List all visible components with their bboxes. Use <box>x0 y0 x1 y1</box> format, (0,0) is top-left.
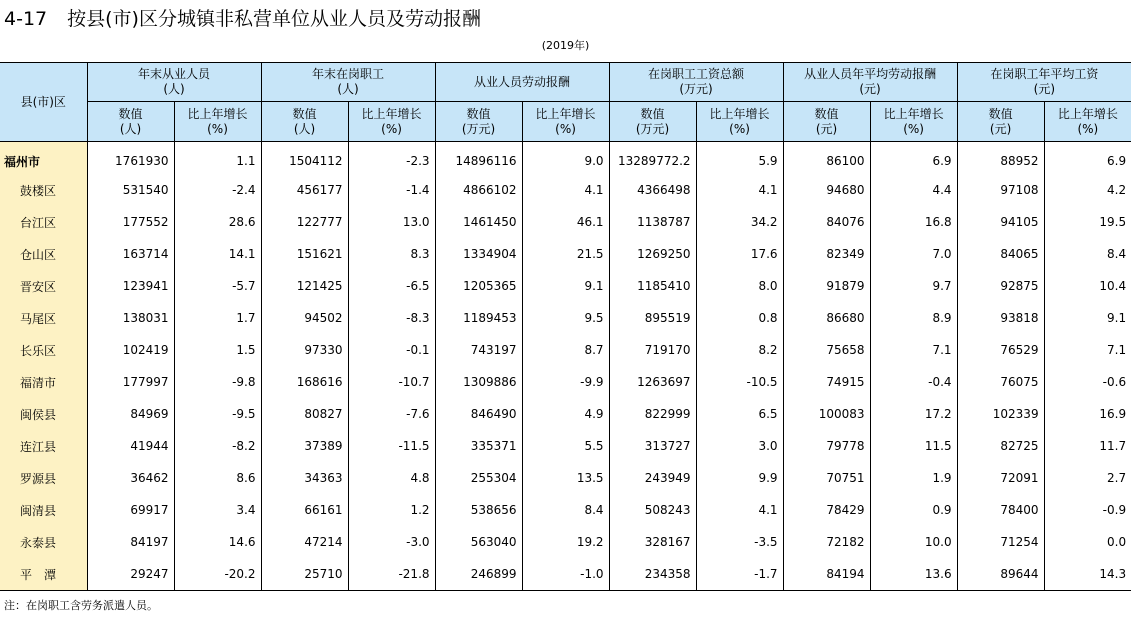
group-title: 年末从业人员 <box>138 67 211 81</box>
value-cell: 69917 <box>87 494 174 526</box>
sub-header-label: 数值 <box>466 106 491 121</box>
growth-cell: -1.7 <box>696 558 783 591</box>
group-title: 在岗职工年平均工资 <box>990 67 1099 81</box>
table-row <box>0 206 1131 238</box>
growth-cell: 0.0 <box>1044 526 1131 558</box>
value-cell: 822999 <box>609 398 696 430</box>
growth-cell: 7.1 <box>1044 334 1131 366</box>
value-cell: 94680 <box>783 174 870 206</box>
region-name: 连江县 <box>0 430 87 462</box>
table-row <box>0 430 1131 462</box>
sub-header-label: 数值 <box>118 106 143 121</box>
growth-cell: 21.5 <box>522 238 609 270</box>
value-cell: 163714 <box>87 238 174 270</box>
value-cell: 97108 <box>957 174 1044 206</box>
value-cell: 14896116 <box>435 142 522 175</box>
growth-cell: -7.6 <box>348 398 435 430</box>
value-cell: 66161 <box>261 494 348 526</box>
value-cell: 846490 <box>435 398 522 430</box>
growth-cell: 9.0 <box>522 142 609 175</box>
growth-cell: 1.7 <box>174 302 261 334</box>
growth-cell: 0.8 <box>696 302 783 334</box>
footnote: 注：在岗职工含劳务派遣人员。 <box>4 599 158 612</box>
sub-header-unit: (%) <box>729 121 750 136</box>
sub-header-unit: (%) <box>555 121 576 136</box>
value-cell: 151621 <box>261 238 348 270</box>
growth-cell: 4.4 <box>870 174 957 206</box>
sub-header <box>1044 102 1131 142</box>
sub-header-label: 比上年增长 <box>187 106 248 121</box>
region-name: 平 潭 <box>0 558 87 591</box>
value-cell: 93818 <box>957 302 1044 334</box>
growth-cell: 6.9 <box>1044 142 1131 175</box>
growth-cell: 8.0 <box>696 270 783 302</box>
value-cell: 1263697 <box>609 366 696 398</box>
value-cell: 91879 <box>783 270 870 302</box>
sub-header-unit: (%) <box>903 121 924 136</box>
group-header <box>435 63 609 102</box>
sub-header-label: 比上年增长 <box>535 106 596 121</box>
growth-cell: -2.4 <box>174 174 261 206</box>
group-unit: (人) <box>337 82 359 96</box>
group-title: 从业人员年平均劳动报酬 <box>804 67 937 81</box>
growth-cell: 3.0 <box>696 430 783 462</box>
sub-header-unit: (人) <box>119 121 142 136</box>
region-name: 福州市 <box>0 142 87 175</box>
value-cell: 1504112 <box>261 142 348 175</box>
growth-cell: -11.5 <box>348 430 435 462</box>
growth-cell: 19.5 <box>1044 206 1131 238</box>
growth-cell: 8.2 <box>696 334 783 366</box>
value-cell: 313727 <box>609 430 696 462</box>
value-cell: 100083 <box>783 398 870 430</box>
table-row <box>0 270 1131 302</box>
growth-cell: 16.9 <box>1044 398 1131 430</box>
growth-cell: 4.8 <box>348 462 435 494</box>
value-cell: 92875 <box>957 270 1044 302</box>
sub-header-label: 比上年增长 <box>883 106 944 121</box>
sub-header-label: 比上年增长 <box>361 106 422 121</box>
growth-cell: 8.4 <box>1044 238 1131 270</box>
table-row <box>0 462 1131 494</box>
growth-cell: 3.4 <box>174 494 261 526</box>
group-title: 在岗职工工资总额 <box>648 67 745 81</box>
growth-cell: 17.6 <box>696 238 783 270</box>
value-cell: 75658 <box>783 334 870 366</box>
table-row <box>0 366 1131 398</box>
value-cell: 78400 <box>957 494 1044 526</box>
sub-header-label: 数值 <box>292 106 317 121</box>
value-cell: 86680 <box>783 302 870 334</box>
growth-cell: 4.1 <box>696 174 783 206</box>
growth-cell: 9.7 <box>870 270 957 302</box>
value-cell: 1185410 <box>609 270 696 302</box>
growth-cell: 7.0 <box>870 238 957 270</box>
growth-cell: 16.8 <box>870 206 957 238</box>
growth-cell: 13.6 <box>870 558 957 591</box>
year-subtitle: (2019年) <box>541 39 590 52</box>
growth-cell: -0.4 <box>870 366 957 398</box>
value-cell: 121425 <box>261 270 348 302</box>
growth-cell: 4.2 <box>1044 174 1131 206</box>
table-row <box>0 302 1131 334</box>
value-cell: 13289772.2 <box>609 142 696 175</box>
growth-cell: -10.7 <box>348 366 435 398</box>
sub-header <box>87 102 174 142</box>
value-cell: 94502 <box>261 302 348 334</box>
value-cell: 243949 <box>609 462 696 494</box>
table-title-text: 按县(市)区分城镇非私营单位从业人员及劳动报酬 <box>67 8 481 30</box>
table-number: 4-17 <box>4 8 48 30</box>
value-cell: 29247 <box>87 558 174 591</box>
growth-cell: 8.4 <box>522 494 609 526</box>
growth-cell: 6.5 <box>696 398 783 430</box>
growth-cell: 11.5 <box>870 430 957 462</box>
value-cell: 1309886 <box>435 366 522 398</box>
growth-cell: 10.4 <box>1044 270 1131 302</box>
value-cell: 4366498 <box>609 174 696 206</box>
sub-header <box>609 102 696 142</box>
growth-cell: 7.1 <box>870 334 957 366</box>
value-cell: 86100 <box>783 142 870 175</box>
group-header <box>87 63 261 102</box>
sub-header-label: 比上年增长 <box>1057 106 1118 121</box>
growth-cell: -0.9 <box>1044 494 1131 526</box>
value-cell: 84197 <box>87 526 174 558</box>
value-cell: 88952 <box>957 142 1044 175</box>
growth-cell: 8.7 <box>522 334 609 366</box>
value-cell: 246899 <box>435 558 522 591</box>
growth-cell: 5.9 <box>696 142 783 175</box>
value-cell: 538656 <box>435 494 522 526</box>
growth-cell: 28.6 <box>174 206 261 238</box>
group-header <box>609 63 783 102</box>
growth-cell: 2.7 <box>1044 462 1131 494</box>
value-cell: 76529 <box>957 334 1044 366</box>
sub-header-unit: (元) <box>815 121 838 136</box>
growth-cell: -20.2 <box>174 558 261 591</box>
value-cell: 1189453 <box>435 302 522 334</box>
growth-cell: 9.9 <box>696 462 783 494</box>
growth-cell: 13.0 <box>348 206 435 238</box>
region-name: 仓山区 <box>0 238 87 270</box>
table-body <box>0 142 1131 591</box>
group-header <box>261 63 435 102</box>
value-cell: 1461450 <box>435 206 522 238</box>
growth-cell: -1.4 <box>348 174 435 206</box>
value-cell: 123941 <box>87 270 174 302</box>
sub-header-unit: (万元) <box>461 121 496 136</box>
growth-cell: 10.0 <box>870 526 957 558</box>
value-cell: 531540 <box>87 174 174 206</box>
value-cell: 84194 <box>783 558 870 591</box>
value-cell: 102339 <box>957 398 1044 430</box>
region-name: 长乐区 <box>0 334 87 366</box>
value-cell: 177552 <box>87 206 174 238</box>
growth-cell: -1.0 <box>522 558 609 591</box>
value-cell: 78429 <box>783 494 870 526</box>
value-cell: 456177 <box>261 174 348 206</box>
sub-header <box>348 102 435 142</box>
value-cell: 563040 <box>435 526 522 558</box>
growth-cell: 0.9 <box>870 494 957 526</box>
value-cell: 76075 <box>957 366 1044 398</box>
value-cell: 34363 <box>261 462 348 494</box>
group-title: 从业人员劳动报酬 <box>474 74 571 89</box>
table-row <box>0 142 1131 175</box>
value-cell: 80827 <box>261 398 348 430</box>
sub-header-label: 比上年增长 <box>709 106 770 121</box>
group-header <box>957 63 1131 102</box>
value-cell: 177997 <box>87 366 174 398</box>
growth-cell: 8.6 <box>174 462 261 494</box>
region-name: 马尾区 <box>0 302 87 334</box>
value-cell: 1269250 <box>609 238 696 270</box>
sub-header-label: 数值 <box>988 106 1013 121</box>
growth-cell: -2.3 <box>348 142 435 175</box>
growth-cell: -9.8 <box>174 366 261 398</box>
sub-header <box>783 102 870 142</box>
growth-cell: 1.5 <box>174 334 261 366</box>
sub-header <box>870 102 957 142</box>
value-cell: 328167 <box>609 526 696 558</box>
growth-cell: -10.5 <box>696 366 783 398</box>
value-cell: 743197 <box>435 334 522 366</box>
growth-cell: -5.7 <box>174 270 261 302</box>
sub-header <box>261 102 348 142</box>
value-cell: 89644 <box>957 558 1044 591</box>
group-unit: (元) <box>1033 82 1056 96</box>
sub-header-unit: (万元) <box>635 121 670 136</box>
sub-header <box>957 102 1044 142</box>
value-cell: 122777 <box>261 206 348 238</box>
header-group-row <box>0 63 1131 102</box>
growth-cell: -3.5 <box>696 526 783 558</box>
value-cell: 895519 <box>609 302 696 334</box>
growth-cell: 4.9 <box>522 398 609 430</box>
growth-cell: -9.5 <box>174 398 261 430</box>
growth-cell: 11.7 <box>1044 430 1131 462</box>
value-cell: 84065 <box>957 238 1044 270</box>
region-name: 闽侯县 <box>0 398 87 430</box>
page-title <box>4 3 481 35</box>
region-name: 永泰县 <box>0 526 87 558</box>
group-unit: (元) <box>859 82 881 96</box>
value-cell: 1205365 <box>435 270 522 302</box>
table-row <box>0 238 1131 270</box>
value-cell: 71254 <box>957 526 1044 558</box>
value-cell: 82725 <box>957 430 1044 462</box>
table-row <box>0 526 1131 558</box>
value-cell: 37389 <box>261 430 348 462</box>
value-cell: 335371 <box>435 430 522 462</box>
growth-cell: 17.2 <box>870 398 957 430</box>
growth-cell: 46.1 <box>522 206 609 238</box>
sub-header-unit: (元) <box>989 121 1012 136</box>
table-row <box>0 558 1131 591</box>
table-row <box>0 334 1131 366</box>
growth-cell: 6.9 <box>870 142 957 175</box>
group-title: 年末在岗职工 <box>312 67 385 81</box>
value-cell: 94105 <box>957 206 1044 238</box>
value-cell: 1334904 <box>435 238 522 270</box>
value-cell: 102419 <box>87 334 174 366</box>
growth-cell: 1.9 <box>870 462 957 494</box>
sub-header-unit: (%) <box>207 121 228 136</box>
growth-cell: 1.2 <box>348 494 435 526</box>
value-cell: 41944 <box>87 430 174 462</box>
table-row <box>0 494 1131 526</box>
value-cell: 36462 <box>87 462 174 494</box>
growth-cell: -0.6 <box>1044 366 1131 398</box>
sub-header-unit: (人) <box>293 121 316 136</box>
value-cell: 234358 <box>609 558 696 591</box>
growth-cell: 14.6 <box>174 526 261 558</box>
growth-cell: 4.1 <box>696 494 783 526</box>
region-name: 闽清县 <box>0 494 87 526</box>
sub-header <box>435 102 522 142</box>
value-cell: 74915 <box>783 366 870 398</box>
value-cell: 25710 <box>261 558 348 591</box>
sub-header <box>696 102 783 142</box>
growth-cell: -6.5 <box>348 270 435 302</box>
growth-cell: -0.1 <box>348 334 435 366</box>
growth-cell: 4.1 <box>522 174 609 206</box>
group-unit: (人) <box>163 82 185 96</box>
growth-cell: 19.2 <box>522 526 609 558</box>
value-cell: 168616 <box>261 366 348 398</box>
value-cell: 138031 <box>87 302 174 334</box>
region-name: 鼓楼区 <box>0 174 87 206</box>
value-cell: 72091 <box>957 462 1044 494</box>
growth-cell: 13.5 <box>522 462 609 494</box>
table-row <box>0 398 1131 430</box>
growth-cell: 9.1 <box>1044 302 1131 334</box>
sub-header-unit: (%) <box>1077 121 1099 136</box>
growth-cell: 9.5 <box>522 302 609 334</box>
growth-cell: 14.1 <box>174 238 261 270</box>
value-cell: 72182 <box>783 526 870 558</box>
value-cell: 84969 <box>87 398 174 430</box>
statistics-table <box>0 62 1131 591</box>
value-cell: 79778 <box>783 430 870 462</box>
growth-cell: 34.2 <box>696 206 783 238</box>
growth-cell: 8.9 <box>870 302 957 334</box>
value-cell: 84076 <box>783 206 870 238</box>
value-cell: 1138787 <box>609 206 696 238</box>
sub-header <box>174 102 261 142</box>
growth-cell: 14.3 <box>1044 558 1131 591</box>
value-cell: 719170 <box>609 334 696 366</box>
sub-header-label: 数值 <box>814 106 839 121</box>
value-cell: 97330 <box>261 334 348 366</box>
growth-cell: -8.2 <box>174 430 261 462</box>
region-name: 福清市 <box>0 366 87 398</box>
region-name: 台江区 <box>0 206 87 238</box>
value-cell: 47214 <box>261 526 348 558</box>
value-cell: 4866102 <box>435 174 522 206</box>
table-row <box>0 174 1131 206</box>
growth-cell: -3.0 <box>348 526 435 558</box>
group-unit: (万元) <box>679 82 713 96</box>
value-cell: 70751 <box>783 462 870 494</box>
group-header <box>783 63 957 102</box>
growth-cell: 1.1 <box>174 142 261 175</box>
sub-header-unit: (%) <box>381 121 402 136</box>
region-name: 罗源县 <box>0 462 87 494</box>
region-name: 晋安区 <box>0 270 87 302</box>
value-cell: 508243 <box>609 494 696 526</box>
growth-cell: 5.5 <box>522 430 609 462</box>
growth-cell: -9.9 <box>522 366 609 398</box>
sub-header-label: 数值 <box>640 106 665 121</box>
growth-cell: 8.3 <box>348 238 435 270</box>
growth-cell: -8.3 <box>348 302 435 334</box>
growth-cell: 9.1 <box>522 270 609 302</box>
row-header-label: 县(市)区 <box>0 63 87 142</box>
growth-cell: -21.8 <box>348 558 435 591</box>
header-sub-row <box>0 102 1131 142</box>
value-cell: 82349 <box>783 238 870 270</box>
value-cell: 1761930 <box>87 142 174 175</box>
sub-header <box>522 102 609 142</box>
value-cell: 255304 <box>435 462 522 494</box>
